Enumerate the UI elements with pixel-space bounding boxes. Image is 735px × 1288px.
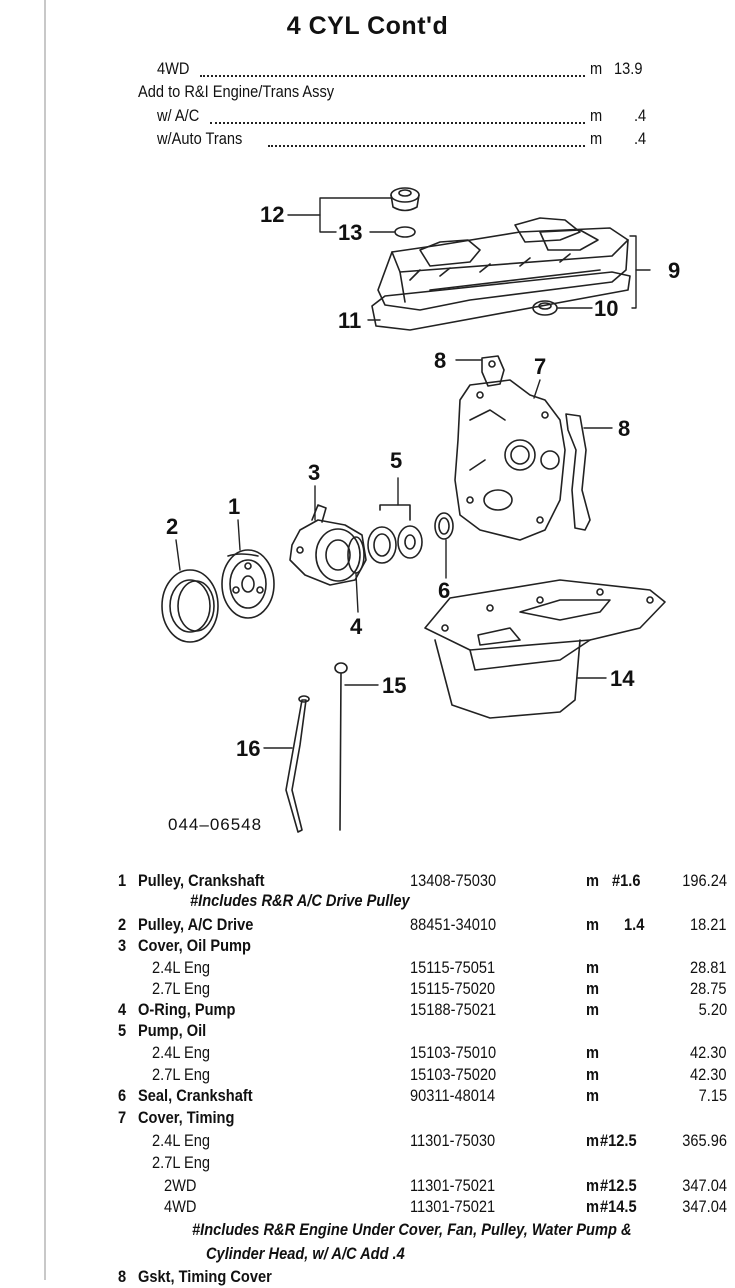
- timing-gasket-side-drawing: [566, 414, 590, 530]
- part-name: Pump, Oil: [138, 1021, 207, 1040]
- part-num: 3: [118, 936, 127, 955]
- part-note: #Includes R&R Engine Under Cover, Fan, Pulley, Water Pump &: [192, 1220, 632, 1239]
- part-labor: #12.5: [600, 1176, 637, 1195]
- part-name: Cover, Timing: [138, 1108, 235, 1127]
- part-name: Pulley, Crankshaft: [138, 871, 265, 890]
- part-price: 196.24: [682, 871, 727, 890]
- part-number: 90311-48014: [410, 1086, 496, 1105]
- part-number: 15115-75020: [410, 979, 496, 998]
- cap-gasket-drawing: [395, 227, 415, 237]
- part-unit: m: [586, 958, 600, 977]
- callout-1: 1: [228, 494, 241, 519]
- part-num: 4: [118, 1000, 127, 1019]
- part-price: 7.15: [698, 1086, 727, 1105]
- part-price: 18.21: [690, 915, 727, 934]
- callout-12: 12: [260, 202, 285, 227]
- header-line-ac-value: .4: [634, 106, 647, 125]
- figure-number: 044–06548: [168, 815, 263, 834]
- part-sub: 2.4L Eng: [152, 1131, 210, 1150]
- part-unit: m: [586, 1176, 600, 1195]
- part-num: 1: [118, 871, 127, 890]
- part-num: 6: [118, 1086, 127, 1105]
- part-sub: 4WD: [164, 1197, 197, 1216]
- part-price: 28.81: [690, 958, 727, 977]
- header-line-4wd-unit: m: [590, 59, 603, 78]
- ac-drive-pulley-drawing: [162, 570, 218, 642]
- part-note: Cylinder Head, w/ A/C Add .4: [206, 1244, 405, 1263]
- header-line-auto-trans-unit: m: [590, 129, 603, 148]
- part-labor: #14.5: [600, 1197, 637, 1216]
- part-unit: m: [586, 979, 600, 998]
- part-num: 2: [118, 915, 127, 934]
- oil-pump-cover-drawing: [290, 505, 366, 585]
- part-price: 365.96: [682, 1131, 727, 1150]
- part-unit: m: [586, 1131, 600, 1150]
- part-sub: 2.4L Eng: [152, 958, 210, 977]
- page-left-border: [44, 0, 46, 1280]
- exploded-parts-diagram: [130, 180, 710, 840]
- part-price: 347.04: [682, 1176, 727, 1195]
- part-name: O-Ring, Pump: [138, 1000, 236, 1019]
- part-price: 5.20: [698, 1000, 727, 1019]
- part-number: 15103-75010: [410, 1043, 497, 1062]
- part-number: 11301-75030: [410, 1131, 496, 1150]
- part-labor: #1.6: [612, 871, 641, 890]
- callout-7: 7: [534, 354, 547, 379]
- crankshaft-seal-drawing: [435, 513, 453, 539]
- callout-numbers: [166, 202, 680, 761]
- part-number: 15188-75021: [410, 1000, 497, 1019]
- part-labor: #12.5: [600, 1131, 637, 1150]
- header-line-add-to: Add to R&I Engine/Trans Assy: [138, 82, 335, 101]
- part-number: 88451-34010: [410, 915, 497, 934]
- header-line-auto-trans: w/Auto Trans: [157, 129, 243, 148]
- callout-8-upper: 8: [434, 348, 447, 373]
- part-number: 11301-75021: [410, 1197, 496, 1216]
- callout-16: 16: [236, 736, 261, 761]
- part-unit: m: [586, 1000, 600, 1019]
- leader-dots: [210, 120, 585, 124]
- part-num: 7: [118, 1108, 127, 1127]
- leader-dots: [268, 143, 585, 147]
- part-number: 11301-75021: [410, 1176, 496, 1195]
- part-price: 28.75: [690, 979, 727, 998]
- part-unit: m: [586, 915, 600, 934]
- part-labor: 1.4: [624, 915, 645, 934]
- part-unit: m: [586, 1086, 600, 1105]
- page-title: 4 CYL Cont'd: [286, 12, 449, 40]
- part-num: 8: [118, 1267, 127, 1286]
- callout-8-side: 8: [618, 416, 631, 441]
- part-sub: 2WD: [164, 1176, 197, 1195]
- part-price: 347.04: [682, 1197, 727, 1216]
- header-line-ac: w/ A/C: [157, 106, 200, 125]
- callout-14: 14: [610, 666, 635, 691]
- callout-9: 9: [668, 258, 681, 283]
- header-line-auto-trans-value: .4: [634, 129, 647, 148]
- part-name: Seal, Crankshaft: [138, 1086, 253, 1105]
- header-line-4wd: 4WD: [157, 59, 190, 78]
- part-unit: m: [586, 1197, 600, 1216]
- callout-11: 11: [338, 308, 362, 333]
- part-number: 15103-75020: [410, 1065, 497, 1084]
- leader-dots: [200, 73, 585, 77]
- callout-10: 10: [594, 296, 619, 321]
- part-name: Cover, Oil Pump: [138, 936, 251, 955]
- part-unit: m: [586, 871, 600, 890]
- callout-3: 3: [308, 460, 321, 485]
- part-sub: 2.7L Eng: [152, 979, 210, 998]
- dipstick-tube-drawing: [286, 696, 309, 832]
- part-note: #Includes R&R A/C Drive Pulley: [190, 891, 410, 910]
- header-line-4wd-value: 13.9: [614, 59, 643, 78]
- callout-leaders: [176, 198, 650, 748]
- callout-13: 13: [338, 220, 363, 245]
- part-num: 5: [118, 1021, 127, 1040]
- part-price: 42.30: [690, 1065, 727, 1084]
- oil-pan-drawing: [425, 580, 665, 718]
- callout-4: 4: [350, 614, 363, 639]
- callout-15: 15: [382, 673, 407, 698]
- header-line-ac-unit: m: [590, 106, 603, 125]
- part-name: Gskt, Timing Cover: [138, 1267, 272, 1286]
- part-number: 13408-75030: [410, 871, 497, 890]
- part-unit: m: [586, 1043, 600, 1062]
- callout-6: 6: [438, 578, 451, 603]
- timing-cover-drawing: [455, 380, 565, 540]
- part-sub: 2.4L Eng: [152, 1043, 210, 1062]
- valve-cover-gasket-drawing: [372, 272, 630, 330]
- part-unit: m: [586, 1065, 600, 1084]
- part-sub: 2.7L Eng: [152, 1153, 210, 1172]
- part-name: Pulley, A/C Drive: [138, 915, 254, 934]
- part-sub: 2.7L Eng: [152, 1065, 210, 1084]
- dipstick-drawing: [335, 663, 347, 830]
- oil-pump-drawing: [368, 505, 422, 563]
- callout-2: 2: [166, 514, 179, 539]
- oil-filler-cap-drawing: [391, 188, 419, 211]
- callout-5: 5: [390, 448, 403, 473]
- crankshaft-pulley-drawing: [222, 550, 274, 618]
- part-number: 15115-75051: [410, 958, 496, 977]
- part-price: 42.30: [690, 1043, 727, 1062]
